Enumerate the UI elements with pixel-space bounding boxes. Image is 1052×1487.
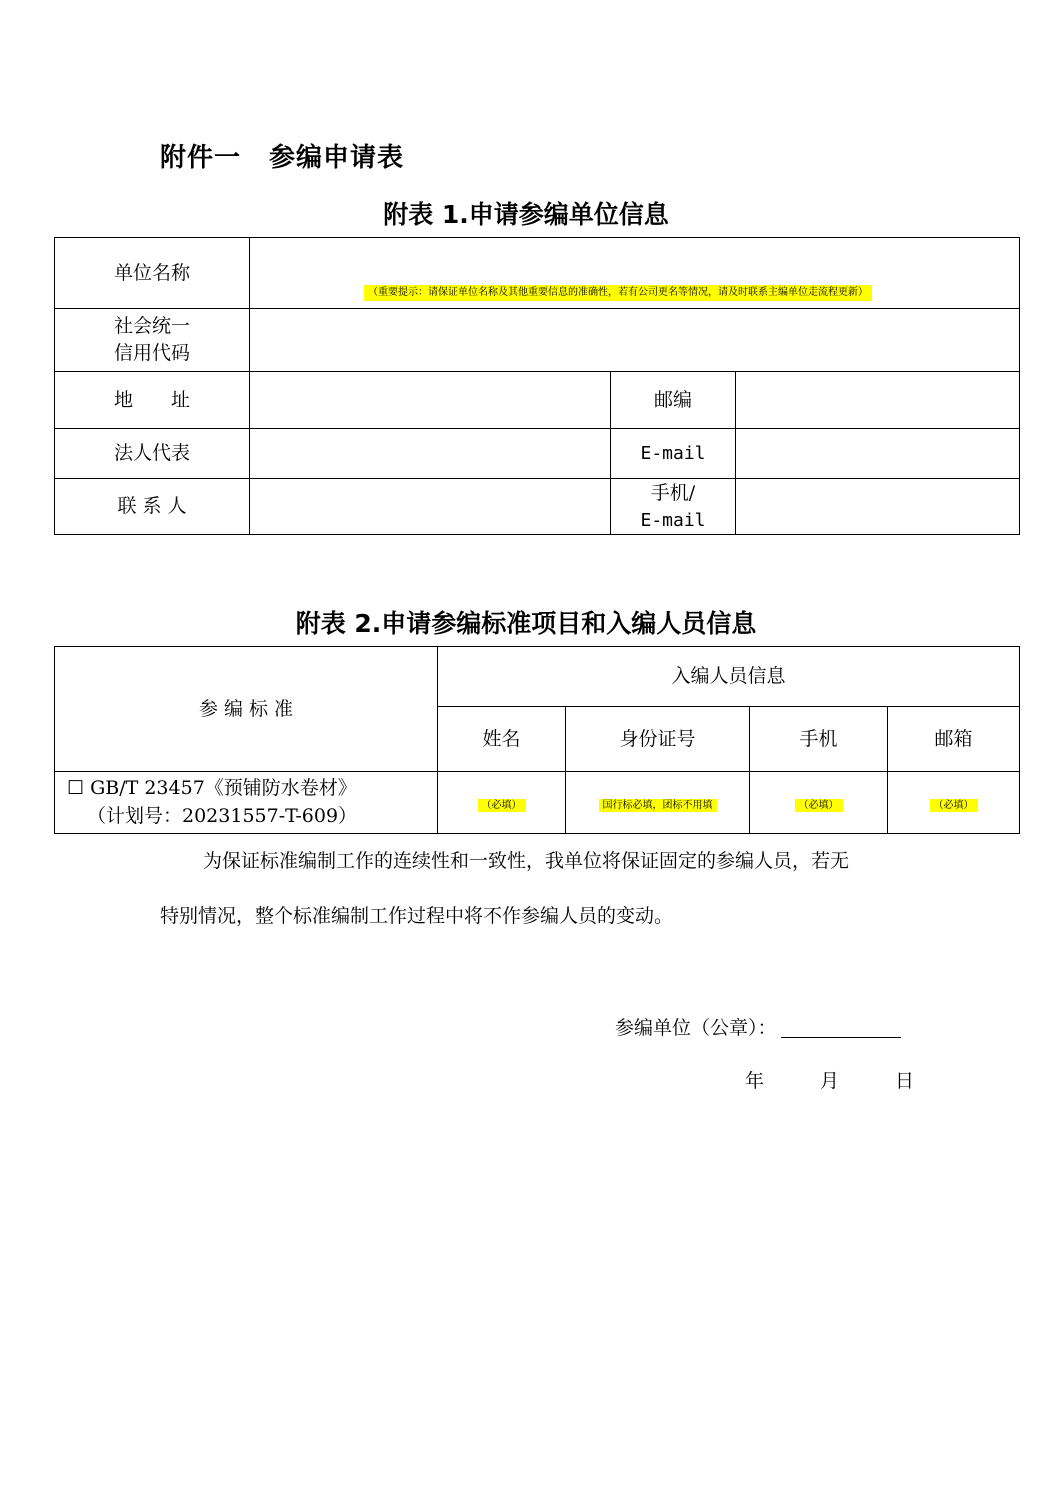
unit-info-table [54,237,1020,535]
standard-plan-number: （计划号：20231557-T-609） [87,804,358,827]
standard-name: GB/T 23457《预铺防水卷材》 [90,776,357,799]
postcode-label: 邮编 [611,372,736,429]
phone-field[interactable]: （必填） [750,772,888,834]
unit-name-label: 单位名称 [55,238,250,309]
standard-cell [55,772,438,834]
table2-title: 附表 2.申请参编标准项目和入编人员信息 [295,609,757,638]
date-day: 日 [895,1070,915,1092]
phone-email-label: 手机/ E-mail [611,479,736,535]
id-field[interactable]: 国行标必填，团标不用填 [566,772,750,834]
credit-code-field[interactable] [250,309,1020,372]
standard-personnel-table [54,646,1020,834]
unit-name-field[interactable] [250,238,1020,309]
address-field[interactable] [250,372,611,429]
col-email-header: 邮箱 [888,707,1020,772]
postcode-field[interactable] [736,372,1020,429]
legal-rep-field[interactable] [250,429,611,479]
heading-part1: 附件一 [160,143,242,173]
credit-code-label: 社会统一 信用代码 [55,309,250,372]
name-field[interactable]: （必填） [438,772,566,834]
col-id-header: 身份证号 [566,707,750,772]
date-year: 年 [745,1070,765,1092]
personnel-header: 入编人员信息 [438,647,1020,707]
col-name-header: 姓名 [438,707,566,772]
phone-email-field[interactable] [736,479,1020,535]
table1-title: 附表 1.申请参编单位信息 [383,200,669,229]
address-label: 地 址 [55,372,250,429]
contact-field[interactable] [250,479,611,535]
email-label: E-mail [611,429,736,479]
legal-rep-label: 法人代表 [55,429,250,479]
email-field[interactable] [736,429,1020,479]
unit-name-notice: （重要提示：请保证单位名称及其他重要信息的准确性，若有公司更名等情况，请及时联系主编单位走流程更新） [364,285,872,301]
signature-block [615,1017,901,1038]
signature-line[interactable] [781,1017,901,1038]
heading-part2: 参编申请表 [269,143,405,173]
contact-label: 联 系 人 [55,479,250,535]
declaration-line2: 特别情况，整个标准编制工作过程中将不作参编人员的变动。 [160,905,674,927]
date-month: 月 [820,1070,840,1092]
page-heading [160,137,404,174]
personnel-email-field[interactable]: （必填） [888,772,1020,834]
col-phone-header: 手机 [750,707,888,772]
standard-header: 参 编 标 准 [55,647,438,772]
signature-label: 参编单位（公章）： [615,1017,777,1039]
declaration-line1: 为保证标准编制工作的连续性和一致性，我单位将保证固定的参编人员，若无 [203,850,850,872]
standard-checkbox[interactable]: ☐ [67,776,85,799]
